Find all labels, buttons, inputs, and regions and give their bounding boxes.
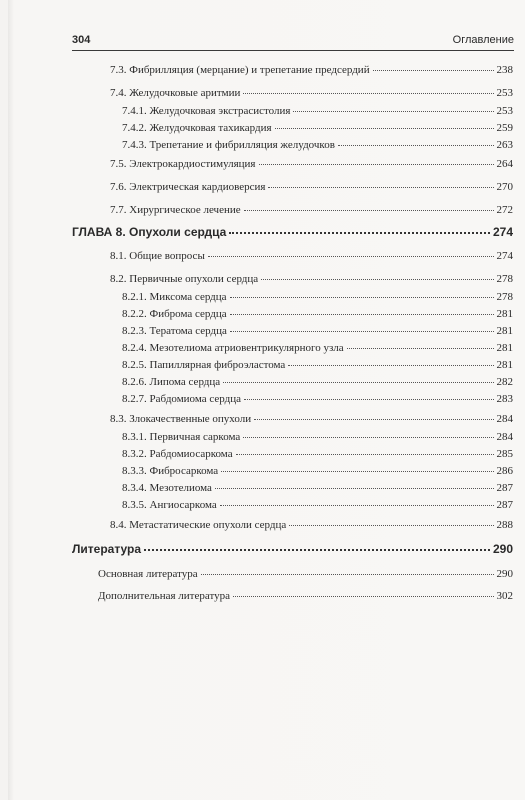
toc-entry-page: 281 [496, 342, 513, 354]
dot-leader [230, 330, 494, 332]
toc-entry [110, 413, 513, 426]
dot-leader [244, 398, 494, 400]
toc-entry-title: 7.3. Фибрилляция (мерцание) и трепетание предсердий [110, 64, 370, 76]
dot-leader [338, 144, 494, 146]
toc-entry [110, 158, 513, 171]
toc-entry-page: 263 [496, 139, 513, 151]
dot-leader [244, 209, 494, 211]
toc-entry-page: 274 [496, 250, 513, 262]
toc-entry-page: 270 [496, 181, 513, 193]
dot-leader [254, 418, 493, 420]
toc-entry-page: 281 [496, 359, 513, 371]
dot-leader [268, 186, 493, 188]
toc-entry-title: 7.4.2. Желудочковая тахикардия [122, 122, 272, 134]
dot-leader [243, 92, 493, 94]
toc-entry-page: 281 [496, 308, 513, 320]
dot-leader [230, 313, 494, 315]
toc-entry-page: 272 [496, 204, 513, 216]
toc-entry-title: 8.3.2. Рабдомиосаркома [122, 448, 233, 460]
toc-entry-title: 7.7. Хирургическое лечение [110, 204, 241, 216]
toc-entry [122, 139, 513, 152]
toc-entry [110, 204, 513, 217]
toc-entry [110, 181, 513, 194]
dot-leader [261, 278, 493, 280]
toc-entry [98, 568, 513, 581]
page-number: 304 [72, 34, 91, 46]
toc-entry-page: 283 [496, 393, 513, 405]
toc-entry-page: 287 [496, 499, 513, 511]
toc-entry-title: 7.4.3. Трепетание и фибрилляция желудочков [122, 139, 335, 151]
dot-leader [201, 573, 494, 575]
toc-entry [122, 308, 513, 321]
toc-entry-title: Основная литература [98, 568, 198, 580]
toc-entry [98, 590, 513, 603]
toc-entry [110, 64, 513, 77]
toc-chapter [72, 543, 513, 556]
toc-chapter-page: 274 [492, 225, 513, 239]
toc-entry-page: 253 [496, 87, 513, 99]
toc-entry [122, 376, 513, 389]
toc-entry [122, 342, 513, 355]
toc-entry-page: 286 [496, 465, 513, 477]
toc-chapter-page: 290 [492, 542, 513, 556]
toc-entry-title: 7.4. Желудочковые аритмии [110, 87, 241, 99]
dot-leader [289, 524, 493, 526]
toc-entry [122, 448, 513, 461]
toc-entry [110, 519, 513, 532]
toc-chapter-title: ГЛАВА 8. Опухоли сердца [72, 225, 227, 239]
toc-entry-title: 8.1. Общие вопросы [110, 250, 205, 262]
toc-entry-page: 278 [496, 291, 513, 303]
toc-chapter [72, 226, 513, 239]
dot-leader [223, 381, 493, 383]
dot-leader [144, 548, 490, 551]
dot-leader [233, 595, 494, 597]
toc-entry-page: 288 [496, 519, 513, 531]
dot-leader [221, 470, 493, 472]
toc-entry-page: 284 [496, 413, 513, 425]
toc-entry-title: 8.3. Злокачественные опухоли [110, 413, 252, 425]
dot-leader [230, 296, 494, 298]
toc-entry-title: 8.2. Первичные опухоли сердца [110, 273, 259, 285]
toc-entry-page: 302 [496, 590, 513, 602]
toc-entry [122, 431, 513, 444]
toc-entry [122, 359, 513, 372]
toc-entry-title: 8.2.4. Мезотелиома атриовентрикулярного узла [122, 342, 344, 354]
toc-entry-page: 281 [496, 325, 513, 337]
toc-entry-title: 7.6. Электрическая кардиоверсия [110, 181, 266, 193]
dot-leader [275, 127, 494, 129]
dot-leader [236, 453, 494, 455]
toc-entry [122, 325, 513, 338]
toc-entry [110, 87, 513, 100]
toc-entry-page: 264 [496, 158, 513, 170]
toc-entry [122, 105, 513, 118]
toc-entry-page: 287 [496, 482, 513, 494]
toc-entry [122, 393, 513, 406]
toc-entry [122, 482, 513, 495]
toc-entry-title: 8.2.6. Липома сердца [122, 376, 221, 388]
running-title: Оглавление [452, 34, 514, 46]
toc-entry-title: 8.3.3. Фибросаркома [122, 465, 219, 477]
toc-entry-page: 282 [496, 376, 513, 388]
toc-entry-title: 8.2.7. Рабдомиома сердца [122, 393, 241, 405]
toc-entry [122, 465, 513, 478]
dot-leader [208, 255, 494, 257]
dot-leader [259, 163, 494, 165]
toc-entry-title: 7.5. Электрокардиостимуляция [110, 158, 256, 170]
toc-chapter-title: Литература [72, 542, 142, 556]
dot-leader [215, 487, 494, 489]
toc-entry-title: 8.3.5. Ангиосаркома [122, 499, 217, 511]
toc-entry [110, 273, 513, 286]
toc-entry-page: 285 [496, 448, 513, 460]
toc-entry-page: 253 [496, 105, 513, 117]
dot-leader [373, 69, 494, 71]
dot-leader [347, 347, 494, 349]
toc-entry [110, 250, 513, 263]
toc-entry [122, 122, 513, 135]
dot-leader [243, 436, 493, 438]
toc-entry-page: 284 [496, 431, 513, 443]
toc-entry-title: 8.2.3. Тератома сердца [122, 325, 227, 337]
dot-leader [229, 231, 490, 234]
toc-entry-title: 7.4.1. Желудочковая экстрасистолия [122, 105, 291, 117]
toc-entry-page: 259 [496, 122, 513, 134]
toc-entry [122, 291, 513, 304]
toc-entry-page: 238 [496, 64, 513, 76]
toc-entry-title: Дополнительная литература [98, 590, 230, 602]
toc-entry-title: 8.2.1. Миксома сердца [122, 291, 227, 303]
toc-entry-page: 290 [496, 568, 513, 580]
dot-leader [293, 110, 493, 112]
toc-entry-title: 8.4. Метастатические опухоли сердца [110, 519, 287, 531]
toc-entry-title: 8.2.5. Папиллярная фиброэластома [122, 359, 286, 371]
dot-leader [288, 364, 493, 366]
toc-entry-page: 278 [496, 273, 513, 285]
toc-entry [122, 499, 513, 512]
toc-entry-title: 8.3.1. Первичная саркома [122, 431, 241, 443]
dot-leader [220, 504, 494, 506]
toc-entry-title: 8.2.2. Фиброма сердца [122, 308, 227, 320]
toc-entry-title: 8.3.4. Мезотелиома [122, 482, 212, 494]
